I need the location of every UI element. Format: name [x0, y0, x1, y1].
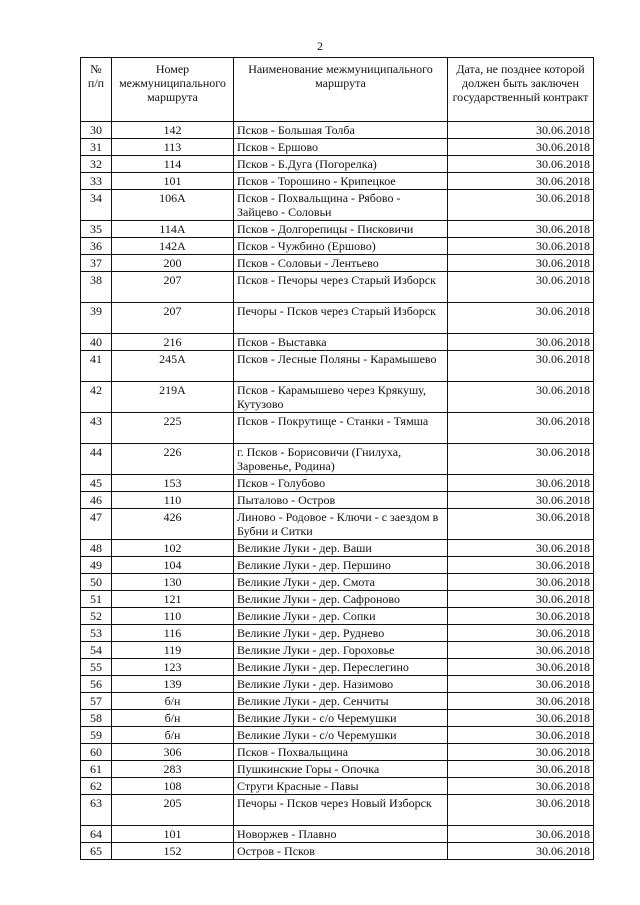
row-number: 39: [81, 303, 112, 334]
table-row: [81, 710, 594, 727]
contract-date: 30.06.2018: [448, 173, 594, 190]
route-name: Великие Луки - с/о Черемушки: [234, 710, 448, 727]
contract-date: 30.06.2018: [448, 351, 594, 382]
route-name: Новоржев - Плавно: [234, 826, 448, 843]
route-name: Линово - Родовое - Ключи - с заездом в Бубни и Ситки: [234, 509, 448, 540]
row-number: 53: [81, 625, 112, 642]
route-name: Псков - Долгорепицы - Писковичи: [234, 221, 448, 238]
contract-date: 30.06.2018: [448, 761, 594, 778]
route-number: 219А: [112, 382, 234, 413]
page-number: 2: [317, 39, 323, 53]
table-row: [81, 659, 594, 676]
route-name: Великие Луки - дер. Першино: [234, 557, 448, 574]
route-number: 142А: [112, 238, 234, 255]
table-row: [81, 795, 594, 826]
contract-date: 30.06.2018: [448, 190, 594, 221]
row-number: 37: [81, 255, 112, 272]
route-name: Псков - Большая Толба: [234, 122, 448, 139]
row-number: 38: [81, 272, 112, 303]
route-number: 283: [112, 761, 234, 778]
table-row: [81, 557, 594, 574]
row-number: 44: [81, 444, 112, 475]
row-number: 48: [81, 540, 112, 557]
route-name: Псков - Похвальщина: [234, 744, 448, 761]
table-row: [81, 778, 594, 795]
row-number: 50: [81, 574, 112, 591]
contract-date: 30.06.2018: [448, 272, 594, 303]
route-name: Псков - Печоры через Старый Изборск: [234, 272, 448, 303]
route-number: 153: [112, 475, 234, 492]
header-num: № п/п: [81, 58, 112, 122]
row-number: 60: [81, 744, 112, 761]
route-number: 121: [112, 591, 234, 608]
route-number: 114: [112, 156, 234, 173]
table-row: [81, 139, 594, 156]
contract-date: 30.06.2018: [448, 413, 594, 444]
route-number: 152: [112, 843, 234, 860]
contract-date: 30.06.2018: [448, 156, 594, 173]
row-number: 64: [81, 826, 112, 843]
route-name: Печоры - Псков через Старый Изборск: [234, 303, 448, 334]
row-number: 56: [81, 676, 112, 693]
row-number: 32: [81, 156, 112, 173]
route-number: 245А: [112, 351, 234, 382]
routes-table: [80, 57, 594, 860]
row-number: 45: [81, 475, 112, 492]
route-name: Псков - Лесные Поляны - Карамышево: [234, 351, 448, 382]
route-number: 119: [112, 642, 234, 659]
row-number: 55: [81, 659, 112, 676]
row-number: 58: [81, 710, 112, 727]
route-name: Великие Луки - дер. Смота: [234, 574, 448, 591]
route-number: 205: [112, 795, 234, 826]
route-name: Великие Луки - дер. Руднево: [234, 625, 448, 642]
contract-date: 30.06.2018: [448, 122, 594, 139]
contract-date: 30.06.2018: [448, 221, 594, 238]
route-number: 130: [112, 574, 234, 591]
row-number: 49: [81, 557, 112, 574]
table-row: [81, 625, 594, 642]
header-route-name: Наименование межмуниципального маршрута: [234, 58, 448, 122]
row-number: 63: [81, 795, 112, 826]
row-number: 62: [81, 778, 112, 795]
table-row: [81, 272, 594, 303]
contract-date: 30.06.2018: [448, 444, 594, 475]
route-number: 104: [112, 557, 234, 574]
route-number: 225: [112, 413, 234, 444]
row-number: 30: [81, 122, 112, 139]
row-number: 35: [81, 221, 112, 238]
route-name: Великие Луки - дер. Сенчиты: [234, 693, 448, 710]
contract-date: 30.06.2018: [448, 659, 594, 676]
table-row: [81, 475, 594, 492]
contract-date: 30.06.2018: [448, 475, 594, 492]
row-number: 59: [81, 727, 112, 744]
route-name: Псков - Б.Дуга (Погорелка): [234, 156, 448, 173]
contract-date: 30.06.2018: [448, 625, 594, 642]
route-number: 200: [112, 255, 234, 272]
route-name: Псков - Покрутище - Станки - Тямша: [234, 413, 448, 444]
route-number: 207: [112, 272, 234, 303]
table-row: [81, 382, 594, 413]
table-row: [81, 190, 594, 221]
contract-date: 30.06.2018: [448, 676, 594, 693]
contract-date: 30.06.2018: [448, 334, 594, 351]
row-number: 54: [81, 642, 112, 659]
table-row: [81, 574, 594, 591]
table-row: [81, 122, 594, 139]
contract-date: 30.06.2018: [448, 795, 594, 826]
table-row: [81, 444, 594, 475]
route-name: Великие Луки - с/о Черемушки: [234, 727, 448, 744]
row-number: 61: [81, 761, 112, 778]
table-row: [81, 826, 594, 843]
route-name: Псков - Торошино - Крипецкое: [234, 173, 448, 190]
route-number: б/н: [112, 693, 234, 710]
table-row: [81, 761, 594, 778]
contract-date: 30.06.2018: [448, 778, 594, 795]
route-number: 113: [112, 139, 234, 156]
row-number: 40: [81, 334, 112, 351]
row-number: 46: [81, 492, 112, 509]
route-number: 101: [112, 173, 234, 190]
contract-date: 30.06.2018: [448, 540, 594, 557]
route-name: Пушкинские Горы - Опочка: [234, 761, 448, 778]
row-number: 34: [81, 190, 112, 221]
table-row: [81, 676, 594, 693]
route-number: 110: [112, 608, 234, 625]
route-name: Великие Луки - дер. Ваши: [234, 540, 448, 557]
table-row: [81, 492, 594, 509]
route-number: 114А: [112, 221, 234, 238]
table-row: [81, 540, 594, 557]
contract-date: 30.06.2018: [448, 557, 594, 574]
row-number: 57: [81, 693, 112, 710]
route-number: б/н: [112, 727, 234, 744]
route-name: Псков - Похвальщина - Рябово - Зайцево - Соловьи: [234, 190, 448, 221]
contract-date: 30.06.2018: [448, 255, 594, 272]
contract-date: 30.06.2018: [448, 693, 594, 710]
route-number: 101: [112, 826, 234, 843]
contract-date: 30.06.2018: [448, 591, 594, 608]
route-number: 110: [112, 492, 234, 509]
contract-date: 30.06.2018: [448, 608, 594, 625]
table-row: [81, 608, 594, 625]
contract-date: 30.06.2018: [448, 744, 594, 761]
table-row: [81, 744, 594, 761]
contract-date: 30.06.2018: [448, 303, 594, 334]
table-header-row: [81, 58, 594, 122]
route-name: Великие Луки - дер. Гороховье: [234, 642, 448, 659]
contract-date: 30.06.2018: [448, 826, 594, 843]
contract-date: 30.06.2018: [448, 642, 594, 659]
row-number: 41: [81, 351, 112, 382]
row-number: 65: [81, 843, 112, 860]
route-name: Великие Луки - дер. Назимово: [234, 676, 448, 693]
route-name: Псков - Чужбино (Ершово): [234, 238, 448, 255]
table-row: [81, 334, 594, 351]
route-name: Псков - Ершово: [234, 139, 448, 156]
contract-date: 30.06.2018: [448, 238, 594, 255]
row-number: 31: [81, 139, 112, 156]
contract-date: 30.06.2018: [448, 710, 594, 727]
table-row: [81, 351, 594, 382]
route-name: Остров - Псков: [234, 843, 448, 860]
route-name: Великие Луки - дер. Сопки: [234, 608, 448, 625]
route-name: Псков - Карамышево через Крякушу, Кутузово: [234, 382, 448, 413]
row-number: 42: [81, 382, 112, 413]
route-name: г. Псков - Борисовичи (Гнилуха, Заровенье, Родина): [234, 444, 448, 475]
row-number: 43: [81, 413, 112, 444]
route-number: б/н: [112, 710, 234, 727]
table-row: [81, 255, 594, 272]
contract-date: 30.06.2018: [448, 843, 594, 860]
contract-date: 30.06.2018: [448, 382, 594, 413]
table-row: [81, 693, 594, 710]
route-name: Пыталово - Остров: [234, 492, 448, 509]
route-number: 123: [112, 659, 234, 676]
route-number: 207: [112, 303, 234, 334]
route-number: 216: [112, 334, 234, 351]
table-row: [81, 156, 594, 173]
route-name: Псков - Голубово: [234, 475, 448, 492]
table-row: [81, 173, 594, 190]
route-number: 306: [112, 744, 234, 761]
route-number: 102: [112, 540, 234, 557]
row-number: 47: [81, 509, 112, 540]
table-row: [81, 303, 594, 334]
contract-date: 30.06.2018: [448, 492, 594, 509]
route-number: 426: [112, 509, 234, 540]
contract-date: 30.06.2018: [448, 139, 594, 156]
route-name: Печоры - Псков через Новый Изборск: [234, 795, 448, 826]
route-name: Струги Красные - Павы: [234, 778, 448, 795]
route-name: Псков - Соловьи - Лентьево: [234, 255, 448, 272]
contract-date: 30.06.2018: [448, 509, 594, 540]
row-number: 36: [81, 238, 112, 255]
table-row: [81, 843, 594, 860]
row-number: 52: [81, 608, 112, 625]
table-row: [81, 591, 594, 608]
route-name: Великие Луки - дер. Сафроново: [234, 591, 448, 608]
table-row: [81, 642, 594, 659]
contract-date: 30.06.2018: [448, 574, 594, 591]
table-row: [81, 238, 594, 255]
route-number: 108: [112, 778, 234, 795]
table-row: [81, 413, 594, 444]
route-number: 226: [112, 444, 234, 475]
row-number: 51: [81, 591, 112, 608]
route-number: 142: [112, 122, 234, 139]
route-number: 139: [112, 676, 234, 693]
route-number: 116: [112, 625, 234, 642]
contract-date: 30.06.2018: [448, 727, 594, 744]
table-row: [81, 727, 594, 744]
header-route-number: Номер межмуниципального маршрута: [112, 58, 234, 122]
route-name: Псков - Выставка: [234, 334, 448, 351]
route-name: Великие Луки - дер. Переслегино: [234, 659, 448, 676]
table-row: [81, 509, 594, 540]
header-contract-date: Дата, не позднее которой должен быть заключен государственный контракт: [448, 58, 594, 122]
row-number: 33: [81, 173, 112, 190]
route-number: 106А: [112, 190, 234, 221]
table-row: [81, 221, 594, 238]
